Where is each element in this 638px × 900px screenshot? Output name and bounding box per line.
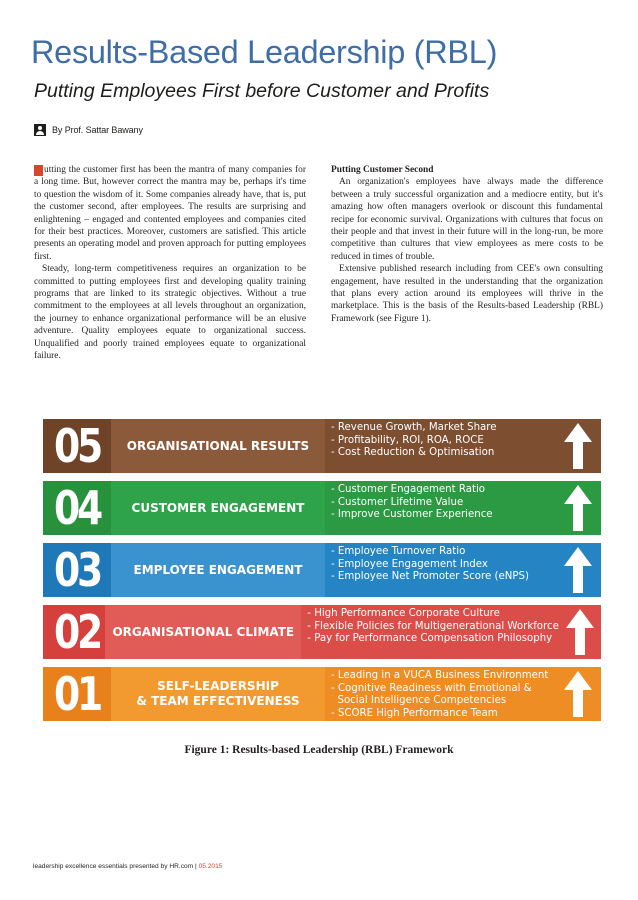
level-label: ORGANISATIONAL RESULTS [111,419,325,473]
article-subtitle: Putting Employees First before Customer and Profits [34,80,490,102]
level-item: - Profitability, ROI, ROA, ROCE [331,434,484,446]
section-heading: Putting Customer Second [331,165,434,175]
level-item: - Employee Turnover Ratio [331,546,466,557]
framework-level-02 [43,605,601,659]
up-arrow-icon [559,605,601,659]
level-item: - Employee Net Promoter Score (eNPS) [331,571,529,583]
level-items [325,543,555,597]
drop-cap: P [34,165,43,176]
level-item: - Cost Reduction & Optimisation [331,447,495,459]
level-number: 02 [49,605,105,659]
level-number: 05 [49,419,105,473]
page-footer: leadership excellence essentials presented by HR.com | 05.2015 [33,863,223,870]
up-arrow-icon [555,419,601,473]
footer-date: 05.2015 [198,863,223,870]
level-item: - Customer Engagement Ratio [331,484,486,495]
level-item: Social Intelligence Competencies [331,695,507,707]
level-number-box [43,543,111,597]
level-number: 03 [49,543,105,597]
level-items [301,605,559,659]
paragraph: Extensive published research including from CEE's own consulting engagement, have resulted in the understanding that the organization that plans every action around its employees will thrive in the marketplace. This is the basis of the Results-based Leadership (RBL) Framework (see Figure 1). [331,264,603,324]
article-title: Results-Based Leadership (RBL) [31,34,498,70]
level-label: ORGANISATIONAL CLIMATE [105,605,301,659]
level-number-box [43,605,105,659]
paragraph: P utting the customer first has been the mantra of many companies for a long time. But, however correct the mantra may be, perhaps it's time to question the wisdom of it. Some companies already have, that is, put the customer second, after employees. The results are surprising and enlightening – engaged and contented employees and companies cited for their best practices. Moreover, customers are satisfied. This article presents an operating model and proven approach for putting employees first. [34,165,306,262]
up-arrow-icon [555,481,601,535]
level-item: - Employee Engagement Index [331,558,488,570]
level-label: EMPLOYEE ENGAGEMENT [111,543,325,597]
framework-level-05 [43,419,601,473]
level-item: - Revenue Growth, Market Share [331,422,497,433]
level-items [325,481,555,535]
level-label: CUSTOMER ENGAGEMENT [111,481,325,535]
level-item: - Pay for Performance Compensation Philosophy [307,633,553,645]
level-number: 04 [49,481,105,535]
framework-level-03 [43,543,601,597]
figure-caption: Figure 1: Results-based Leadership (RBL) Framework [184,744,454,756]
up-arrow-icon [555,667,601,721]
rbl-framework-figure [43,419,601,721]
up-arrow-icon [555,543,601,597]
level-item: - Flexible Policies for Multigenerational Workforce [307,620,559,632]
level-number-box [43,667,111,721]
byline-author: By Prof. Sattar Bawany [52,125,143,135]
level-item: - Leading in a VUCA Business Environment [331,670,549,681]
level-items [325,419,555,473]
level-number-box [43,419,111,473]
level-item: - Cognitive Readiness with Emotional & [331,682,532,694]
framework-level-04 [43,481,601,535]
level-number-box [43,481,111,535]
level-item: - Improve Customer Experience [331,509,493,521]
level-number: 01 [49,667,105,721]
level-item: - High Performance Corporate Culture [307,608,500,619]
person-icon [34,124,46,136]
footer-text: leadership excellence essentials presented by HR.com [33,863,194,870]
left-column [34,164,306,363]
right-column [331,164,603,325]
level-item: - SCORE High Performance Team [331,707,498,719]
level-items [325,667,555,721]
paragraph: An organization's employees have always made the difference between a truly successful organization and a mediocre entity, but it's amazing how often managers overlook or discount this fundamental recipe for economic survival. Organizations with cultures that focus on their people and that invest in their future will in the long-run, be more competitive than cultures that view employees as mere costs to be reduced in times of trouble. [331,177,603,262]
byline [34,124,143,136]
paragraph: Steady, long-term competitiveness requires an organization to be committed to putting employees first and developing quality training programs that are linked to its strategic objectives. Without a true commitment to the employees at all levels throughout an organization, the journey to enhance organizational performance will be an elusive adventure. Quality employees equate to organizational success. Unqualified and poorly trained employees equate to organizational failure. [34,264,306,362]
level-label: SELF-LEADERSHIP & TEAM EFFECTIVENESS [111,667,325,721]
level-item: - Customer Lifetime Value [331,496,464,508]
framework-level-01 [43,667,601,721]
